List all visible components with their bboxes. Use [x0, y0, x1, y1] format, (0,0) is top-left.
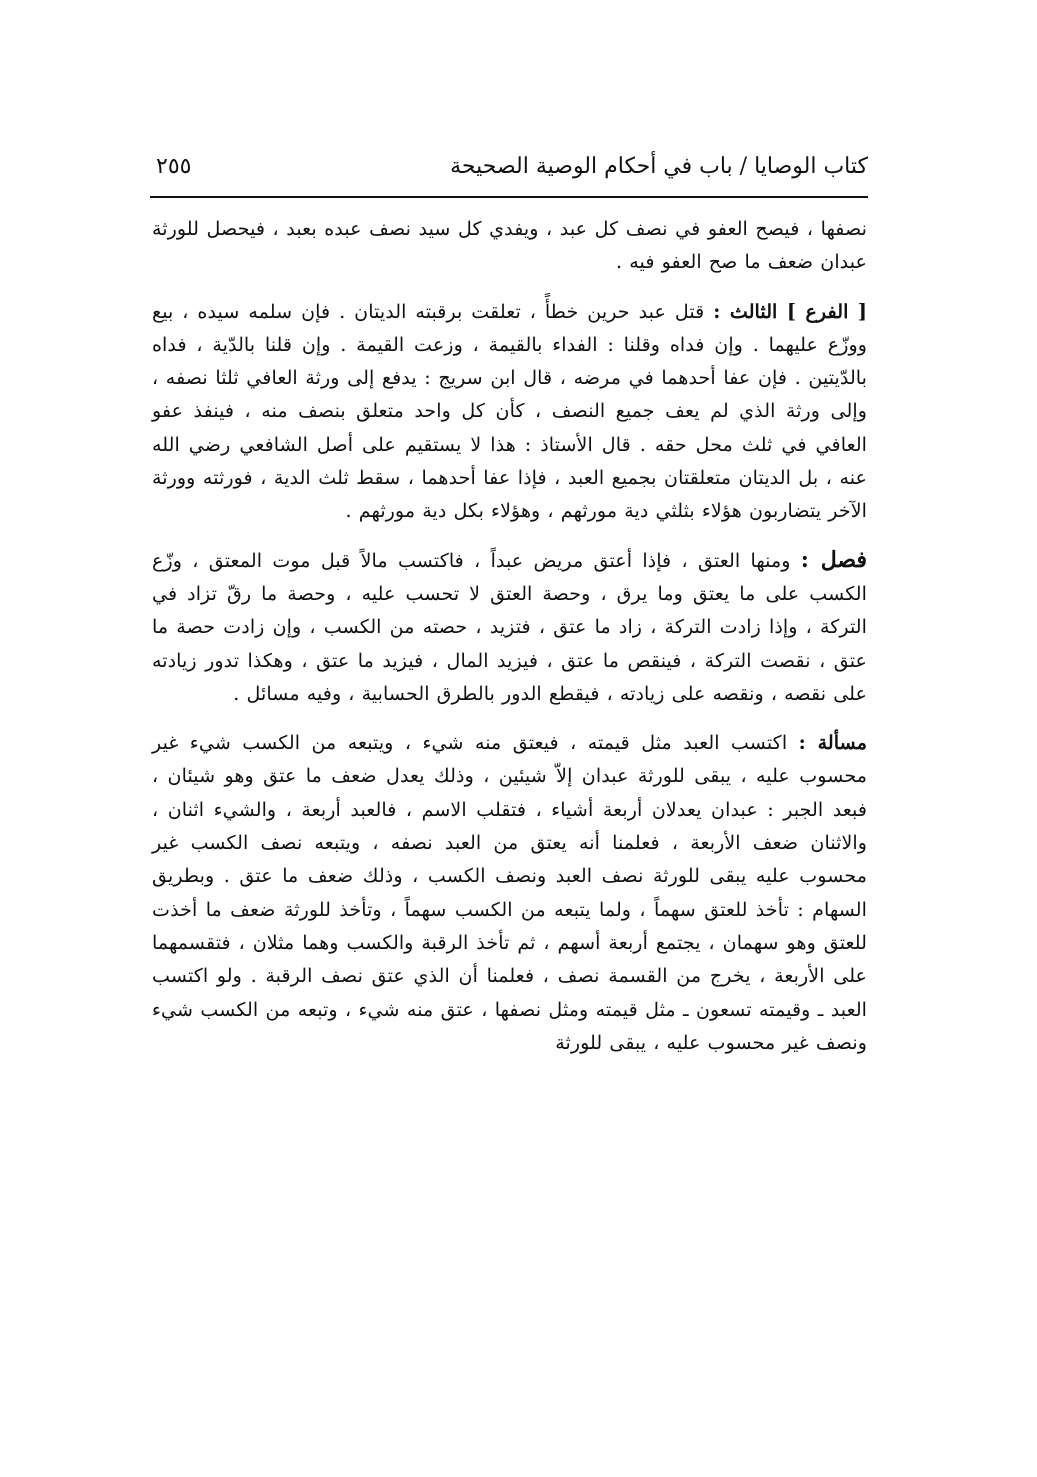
paragraph-heading: مسألة : — [798, 731, 868, 755]
paragraph-text: قتل عبد حرين خطأً ، تعلقت برقبته الديتان . فإن سلمه سيده ، بيع ووزّع عليهما . وإن فداه وقلنا : الفداء بالقيمة ، وزعت القيمة . وإن قلنا بالدّية ، فداه بالدّيتين . فإن عفا أحدهما في مرضه ، قال ابن سريج : يدفع إلى ورثة العافي ثلثا نصفه ، وإلى ورثة الذي لم يعف جميع النصف ، كأن كل واحد متعلق بنصف منه ، فينفذ عفو العافي في ثلث محل حقه . قال الأستاذ : هذا لا يستقيم على أصل الشافعي رضي الله عنه ، بل الديتان متعلقتان بجميع العبد ، فإذا عفا أحدهما ، سقط ثلث الدية ، فورثته وورثة الآخر يتضاربون هؤلاء بثلثي دية مورثهم ، وهؤلاء بكل دية مورثهم . — [152, 299, 867, 523]
paragraph-continuation — [152, 212, 867, 279]
running-header — [150, 150, 868, 190]
paragraph-issue — [152, 726, 867, 1059]
paragraph-heading: فصل : — [800, 546, 867, 573]
header-title: كتاب الوصايا / باب في أحكام الوصية الصحيحة — [450, 154, 868, 179]
paragraph-text: ومنها العتق ، فإذا أعتق مريض عبداً ، فاكتسب مالاً قبل موت المعتق ، وزّع الكسب على ما يعتق وما يرق ، وحصة العتق لا تحسب عليه ، وحصة ما رقّ تزاد في التركة ، وإذا زادت التركة ، زاد ما عتق ، فتزيد ، حصته من الكسب ، وإن زادت حصة ما عتق ، نقصت التركة ، فينقص ما عتق ، فيزيد المال ، فيزيد ما عتق ، وهكذا تدور زيادته على نقصه ، ونقصه على زيادته ، فيقطع الدور بالطرق الحسابية ، وفيه مسائل . — [152, 548, 867, 705]
paragraph-text: نصفها ، فيصح العفو في نصف كل عبد ، ويفدي كل سيد نصف عبده بعبد ، فيحصل للورثة عبدان ضعف ما صح العفو فيه . — [152, 217, 867, 274]
paragraph-text: اكتسب العبد مثل قيمته ، فيعتق منه شيء ، ويتبعه من الكسب شيء غير محسوب عليه ، يبقى للورثة عبدان إلاّ شيئين ، وذلك يعدل ضعف ما عتق وهو شيئان ، فبعد الجبر : عبدان يعدلان أربعة أشياء ، فتقلب الاسم ، فالعبد أربعة ، والشيء اثنان ، والاثنان ضعف الأربعة ، فعلمنا أنه يعتق من العبد نصفه ، ويتبعه نصف الكسب غير محسوب عليه يبقى للورثة نصف العبد ونصف الكسب ، وذلك ضعف ما عتق . وبطريق السهام : تأخذ للعتق سهماً ، ولما يتبعه من الكسب سهماً ، وتأخذ للورثة ضعف ما أخذت للعتق وهو سهمان ، يجتمع أربعة أسهم ، ثم تأخذ الرقبة والكسب وهما مثلان ، فتقسمهما على الأربعة ، يخرج من القسمة نصف ، فعلمنا أن الذي عتق نصف الرقبة . ولو اكتسب العبد ـ وقيمته تسعون ـ مثل قيمته ومثل نصفها ، عتق منه شيء ، وتبعه من الكسب شيء ونصف غير محسوب عليه ، يبقى للورثة — [152, 731, 867, 1054]
paragraph-heading: [ الفرع ] الثالث : — [713, 299, 867, 323]
page-number: ٢٥٥ — [156, 154, 192, 179]
paragraph-third-branch — [152, 295, 867, 528]
body-text — [152, 212, 867, 1075]
header-divider — [150, 196, 868, 198]
paragraph-section — [152, 544, 867, 710]
